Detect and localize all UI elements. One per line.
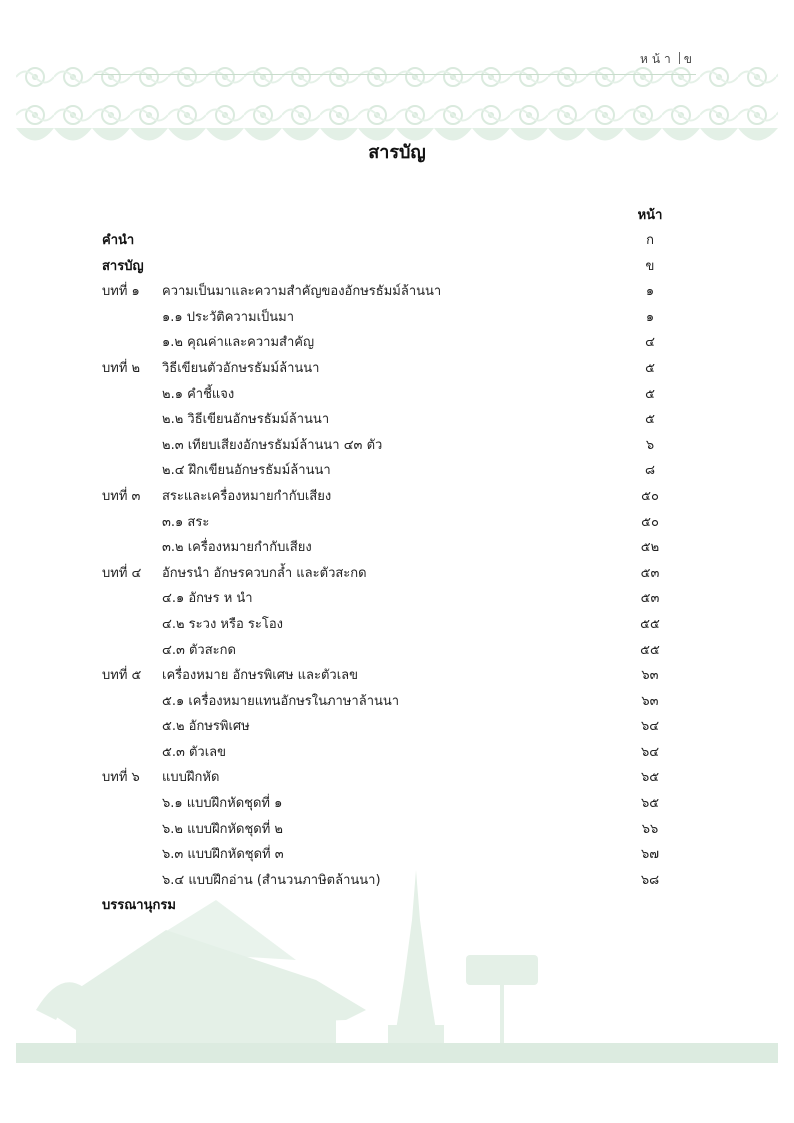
toc-row bbox=[102, 330, 682, 356]
toc-page-number: ๘ bbox=[644, 463, 656, 479]
toc-page-number: ๕๕ bbox=[640, 642, 660, 658]
toc-row bbox=[102, 510, 682, 536]
toc-row bbox=[102, 407, 682, 433]
toc-page-number: ๖๗ bbox=[640, 847, 660, 863]
toc-page-number: ๖๔ bbox=[640, 719, 660, 735]
toc-entry-title: บรรณานุกรม bbox=[102, 898, 176, 914]
toc-chapter-label: บทที่ ๔ bbox=[102, 565, 142, 581]
toc-page-number: ๖๖ bbox=[641, 821, 659, 837]
toc-row bbox=[102, 765, 682, 791]
toc-chapter-label: บทที่ ๑ bbox=[102, 284, 140, 300]
toc-page-number: ก bbox=[646, 233, 654, 248]
toc-entry-title: ๕.๒ อักษรพิเศษ bbox=[162, 719, 250, 735]
toc-row bbox=[102, 535, 682, 561]
toc-entry-title: ๒.๑ คำชี้แจง bbox=[162, 386, 235, 402]
toc-row bbox=[102, 586, 682, 612]
toc-row bbox=[102, 612, 682, 638]
toc-row bbox=[102, 254, 682, 280]
toc-entry-title: แบบฝึกหัด bbox=[162, 770, 220, 786]
header-rule bbox=[94, 74, 696, 75]
toc-page-number: ๕๐ bbox=[641, 514, 659, 530]
page-header-label: หน้า bbox=[639, 52, 675, 66]
toc-entry-title: ๑.๒ คุณค่าและความสำคัญ bbox=[162, 335, 315, 351]
toc-entry-title: ๔.๓ ตัวสะกด bbox=[162, 642, 236, 658]
toc-entry-title: ๓.๒ เครื่องหมายกำกับเสียง bbox=[162, 540, 312, 556]
toc-page-number: ๖ bbox=[645, 437, 655, 453]
toc-entry-title: ๖.๓ แบบฝึกหัดชุดที่ ๓ bbox=[162, 847, 284, 863]
toc-entry-title: อักษรนำ อักษรควบกล้ำ และตัวสะกด bbox=[162, 565, 367, 581]
toc-chapter-label: บทที่ ๖ bbox=[102, 770, 140, 786]
table-of-contents bbox=[102, 228, 682, 919]
toc-page-number: ๖๘ bbox=[640, 872, 660, 888]
toc-row bbox=[102, 484, 682, 510]
toc-page-number: ๑ bbox=[645, 284, 655, 300]
toc-entry-title: ๑.๑ ประวัติความเป็นมา bbox=[162, 309, 295, 325]
toc-page-number: ๕ bbox=[645, 360, 655, 376]
toc-page-number: ๕ bbox=[645, 386, 655, 402]
toc-entry-title: ๔.๑ อักษร ห นำ bbox=[162, 591, 253, 607]
toc-entry-title: ๒.๓ เทียบเสียงอักษรธัมม์ล้านนา ๔๓ ตัว bbox=[162, 437, 383, 453]
toc-row bbox=[102, 382, 682, 408]
page-header bbox=[640, 50, 696, 69]
toc-entry-title: ความเป็นมาและความสำคัญของอักษรธัมม์ล้านนา bbox=[162, 284, 442, 300]
toc-page-number: ๑ bbox=[645, 309, 655, 325]
toc-entry-title: สารบัญ bbox=[102, 258, 144, 274]
toc-page-number: ๔ bbox=[645, 335, 655, 351]
page-column-header: หน้า bbox=[637, 208, 663, 223]
toc-page-number: ๕๕ bbox=[640, 616, 660, 632]
toc-row bbox=[102, 791, 682, 817]
toc-entry-title: ๒.๔ ฝึกเขียนอักษรธัมม์ล้านนา bbox=[162, 463, 331, 479]
toc-row bbox=[102, 740, 682, 766]
toc-entry-title: ๕.๑ เครื่องหมายแทนอักษรในภาษาล้านนา bbox=[162, 693, 400, 709]
toc-page-number: ๕๒ bbox=[640, 540, 660, 556]
toc-row bbox=[102, 817, 682, 843]
toc-row bbox=[102, 714, 682, 740]
toc-page-number: ๖๕ bbox=[640, 796, 660, 812]
toc-row bbox=[102, 228, 682, 254]
toc-page-number: ๕๓ bbox=[640, 565, 660, 581]
toc-entry-title: ๕.๓ ตัวเลข bbox=[162, 744, 227, 760]
toc-page-number: ข bbox=[645, 258, 655, 274]
toc-row bbox=[102, 279, 682, 305]
toc-entry-title: ๖.๒ แบบฝึกหัดชุดที่ ๒ bbox=[162, 821, 284, 837]
toc-page-number: ๖๔ bbox=[640, 744, 660, 760]
toc-row bbox=[102, 433, 682, 459]
page-title: สารบัญ bbox=[368, 142, 426, 163]
toc-page-number: ๖๓ bbox=[641, 668, 659, 684]
toc-entry-title: ๓.๑ สระ bbox=[162, 514, 210, 530]
toc-row bbox=[102, 305, 682, 331]
toc-row bbox=[102, 868, 682, 894]
toc-row bbox=[102, 663, 682, 689]
toc-page-number: ๕๓ bbox=[640, 591, 660, 607]
toc-row bbox=[102, 561, 682, 587]
toc-row bbox=[102, 356, 682, 382]
toc-entry-title: ๒.๒ วิธีเขียนอักษรธัมม์ล้านนา bbox=[162, 412, 330, 428]
toc-chapter-label: บทที่ ๓ bbox=[102, 488, 141, 504]
toc-chapter-label: บทที่ ๒ bbox=[102, 360, 141, 376]
toc-page-number: ๖๓ bbox=[641, 693, 659, 709]
toc-row bbox=[102, 689, 682, 715]
toc-entry-title: วิธีเขียนตัวอักษรธัมม์ล้านนา bbox=[162, 360, 320, 376]
toc-page-number: ๕๐ bbox=[641, 488, 659, 504]
toc-page-number: ๕ bbox=[645, 412, 655, 428]
toc-entry-title: เครื่องหมาย อักษรพิเศษ และตัวเลข bbox=[162, 668, 359, 684]
toc-entry-title: สระและเครื่องหมายกำกับเสียง bbox=[162, 488, 332, 504]
page-header-number: ข bbox=[683, 52, 696, 66]
toc-row bbox=[102, 638, 682, 664]
toc-entry-title: ๔.๒ ระวง หรือ ระโอง bbox=[162, 616, 284, 632]
toc-row bbox=[102, 893, 682, 919]
toc-row bbox=[102, 842, 682, 868]
toc-entry-title: ๖.๔ แบบฝึกอ่าน (สำนวนภาษิตล้านนา) bbox=[162, 872, 381, 888]
toc-page-number: ๖๕ bbox=[640, 770, 660, 786]
toc-entry-title: คำนำ bbox=[102, 233, 135, 248]
toc-entry-title: ๖.๑ แบบฝึกหัดชุดที่ ๑ bbox=[162, 796, 283, 812]
header-separator bbox=[679, 52, 680, 64]
toc-chapter-label: บทที่ ๕ bbox=[102, 668, 142, 684]
toc-row bbox=[102, 458, 682, 484]
